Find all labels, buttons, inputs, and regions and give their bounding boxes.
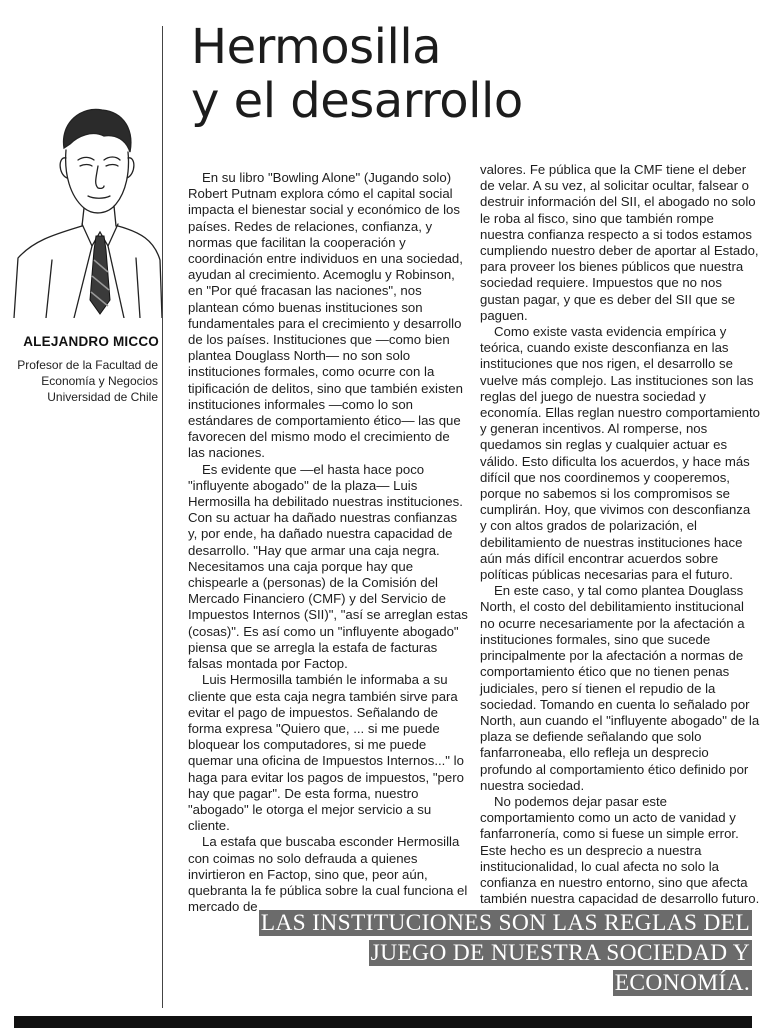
- body-paragraph: No podemos dejar pasar este comportamiento como un acto de vanidad y fanfarronería, como si fuese un simple error. Este hecho es un desprecio a nuestra institucionalidad, lo cual afecta no solo la confianza en nuestro entorno, sino que afecta también nuestra capacidad de desarrollo futuro.: [480, 793, 760, 907]
- body-paragraph: La estafa que buscaba esconder Hermosilla con coimas no solo defrauda a quienes invirtieron en Factop, sino que, peor aún, quebranta la fe pública sobre la cual funciona el mercado de: [188, 834, 468, 915]
- pull-quote-text: LAS INSTITUCIONES SON LAS REGLAS DEL JUEGO DE NUESTRA SOCIEDAD Y ECONOMÍA.: [260, 910, 750, 996]
- author-bio-line: Economía y Negocios: [41, 374, 158, 388]
- author-bio: [6, 357, 158, 405]
- body-column-right: [480, 162, 760, 907]
- body-paragraph: Es evidente que —el hasta hace poco "influyente abogado" de la plaza— Luis Hermosilla ha debilitado nuestras instituciones. Con su actuar ha dañado nuestras confianzas y, por ende, ha dañado nuestra capacidad de desarrollo. "Hay que armar una caja negra. Necesitamos una caja porque hay que chispearle a (personas) de la Comisión del Mercado Financiero (CMF) y del Servicio de Impuestos Internos (SII)", "así se arreglan estas (cosas)". Es así como un "influyente abogado" piensa que se arregla la estafa de facturas falsas montada por Factop.: [188, 461, 468, 672]
- body-paragraph: Como existe vasta evidencia empírica y teórica, cuando existe desconfianza en las instituciones que nos rigen, el desarrollo se vuelve más complejo. Las instituciones son las reglas del juego de nuestra sociedad y economía. Ellas reglan nuestro comportamiento y generan incentivos. Al romperse, nos quedamos sin reglas y cualquier actuar es válido. Esto dificulta los acuerdos, y hace más difícil que nos coordinemos y cooperemos, porque no sabemos si los compromisos se cumplirán. Hoy, que vivimos con desconfianza y con altos grados de polarización, el debilitamiento de nuestras instituciones hace aún más difícil encontrar acuerdos sobre políticas públicas necesarias para el futuro.: [480, 324, 761, 583]
- column-divider: [162, 26, 163, 1008]
- author-bio-line: Universidad de Chile: [47, 390, 158, 404]
- body-column-left: [188, 170, 468, 915]
- body-paragraph: En este caso, y tal como plantea Douglass North, el costo del debilitamiento institucional no ocurre necesariamente por la afectación a instituciones formales, sino que sucede principalmente por la afectación a normas de comportamiento ético que no tienen penas judiciales, pero sí tienen el repudio de la sociedad. Tomando en cuenta lo señalado por North, aun cuando el "influyente abogado" de la plaza se defiende señalando que solo fanfarroneaba, ello refleja un desprecio profundo al comportamiento ético definido por nuestra sociedad.: [480, 583, 760, 793]
- body-paragraph: valores. Fe pública que la CMF tiene el deber de velar. A su vez, al solicitar ocultar, falsear o destruir información del SII, el abogado no solo le roba al fisco, sino que también rompe nuestra confianza respecto a si todos estamos cumpliendo nuestro deber de aportar al Estado, para proveer los bienes públicos que nuestra sociedad requiere. Impuestos que no nos gustan pagar, y que es deber del SII que se paguen.: [480, 162, 759, 323]
- author-bio-line: Profesor de la Facultad de: [17, 358, 158, 372]
- headline-line: y el desarrollo: [191, 73, 523, 129]
- pull-quote: [258, 908, 752, 998]
- author-name: ALEJANDRO MICCO: [23, 334, 159, 349]
- article-headline: [191, 20, 751, 128]
- body-paragraph: Luis Hermosilla también le informaba a su cliente que esta caja negra también sirve para evitar el pago de impuestos. Señalando de forma expresa "Quiero que, ... si me puede bloquear los computadores, si me puede quemar una oficina de Impuestos Internos..." lo haga para evitar los pagos de impuestos, "pero hay que pagar". De esta forma, nuestro "abogado" le otorga el mejor servicio a su cliente.: [188, 672, 464, 834]
- author-portrait: [12, 100, 162, 318]
- headline-line: Hermosilla: [191, 19, 442, 75]
- bottom-rule: [14, 1016, 752, 1028]
- body-paragraph: En su libro "Bowling Alone" (Jugando solo) Robert Putnam explora cómo el capital social impacta el bienestar social y económico de los países. Redes de relaciones, confianza, y normas que facilitan la cooperación y coordinación entre individuos en una sociedad, ayudan al crecimiento. Acemoglu y Robinson, en "Por qué fracasan las naciones", nos plantean cómo buenas instituciones son fundamentales para el crecimiento y desarrollo de los países. Instituciones que —como bien plantea Douglass North— no son solo instituciones formales, como ocurre con la tipificación de delitos, sino que también existen instituciones informales —como lo son estándares de comportamiento ético— las que favorecen del mismo modo el crecimiento de las naciones.: [188, 170, 463, 461]
